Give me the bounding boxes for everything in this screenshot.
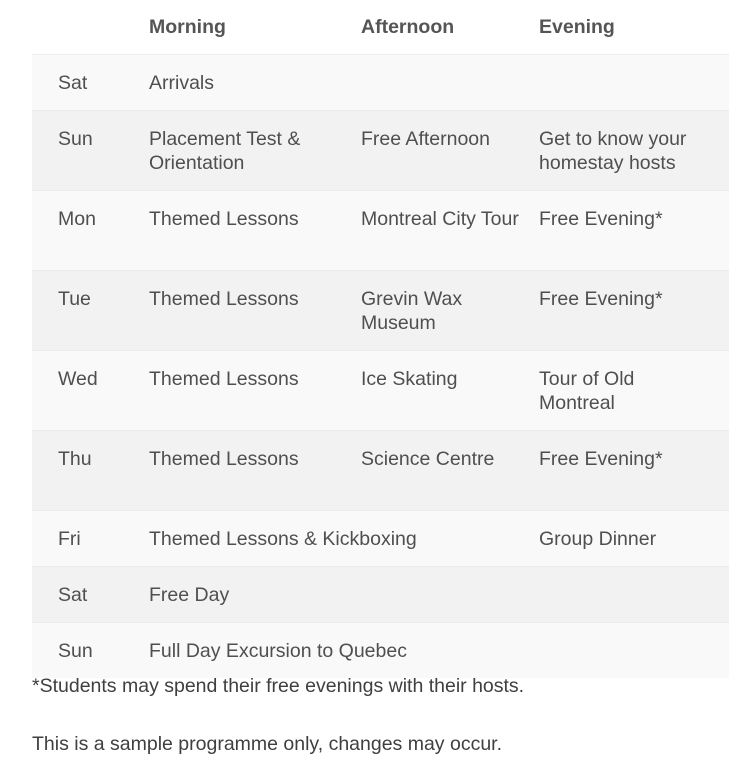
header-afternoon: Afternoon xyxy=(361,0,539,55)
all-day-cell: Free Day xyxy=(149,567,729,623)
table-row xyxy=(32,431,729,511)
evening-cell: Free Evening* xyxy=(539,271,729,351)
day-cell: Sun xyxy=(32,111,149,191)
all-day-cell: Full Day Excursion to Quebec xyxy=(149,623,729,679)
schedule-table-container xyxy=(32,0,729,678)
day-cell: Thu xyxy=(32,431,149,511)
morning-afternoon-cell: Themed Lessons & Kickboxing xyxy=(149,511,539,567)
afternoon-cell: Grevin Wax Museum xyxy=(361,271,539,351)
afternoon-cell: Science Centre xyxy=(361,431,539,511)
table-row xyxy=(32,111,729,191)
day-cell: Mon xyxy=(32,191,149,271)
day-cell: Sun xyxy=(32,623,149,679)
day-cell: Sat xyxy=(32,55,149,111)
evening-cell: Free Evening* xyxy=(539,191,729,271)
morning-cell: Arrivals xyxy=(149,55,361,111)
table-row xyxy=(32,55,729,111)
table-row xyxy=(32,271,729,351)
afternoon-cell: Ice Skating xyxy=(361,351,539,431)
morning-cell: Themed Lessons xyxy=(149,351,361,431)
schedule-table xyxy=(32,0,729,678)
header-evening: Evening xyxy=(539,0,729,55)
afternoon-cell: Montreal City Tour xyxy=(361,191,539,271)
evening-cell: Get to know your homestay hosts xyxy=(539,111,729,191)
evening-cell: Group Dinner xyxy=(539,511,729,567)
afternoon-cell: Free Afternoon xyxy=(361,111,539,191)
table-row xyxy=(32,511,729,567)
footnote-text: *Students may spend their free evenings with their hosts. xyxy=(32,675,525,697)
evening-cell: Tour of Old Montreal xyxy=(539,351,729,431)
morning-cell: Placement Test & Orientation xyxy=(149,111,361,191)
afternoon-cell xyxy=(361,55,539,111)
table-row xyxy=(32,191,729,271)
morning-cell: Themed Lessons xyxy=(149,271,361,351)
day-cell: Sat xyxy=(32,567,149,623)
header-day xyxy=(32,0,149,55)
day-cell: Tue xyxy=(32,271,149,351)
day-cell: Fri xyxy=(32,511,149,567)
table-row xyxy=(32,623,729,679)
table-row xyxy=(32,351,729,431)
table-row xyxy=(32,567,729,623)
evening-cell xyxy=(539,55,729,111)
disclaimer-text: This is a sample programme only, changes may occur. xyxy=(32,733,502,755)
table-header-row xyxy=(32,0,729,55)
evening-cell: Free Evening* xyxy=(539,431,729,511)
header-morning: Morning xyxy=(149,0,361,55)
morning-cell: Themed Lessons xyxy=(149,191,361,271)
day-cell: Wed xyxy=(32,351,149,431)
morning-cell: Themed Lessons xyxy=(149,431,361,511)
